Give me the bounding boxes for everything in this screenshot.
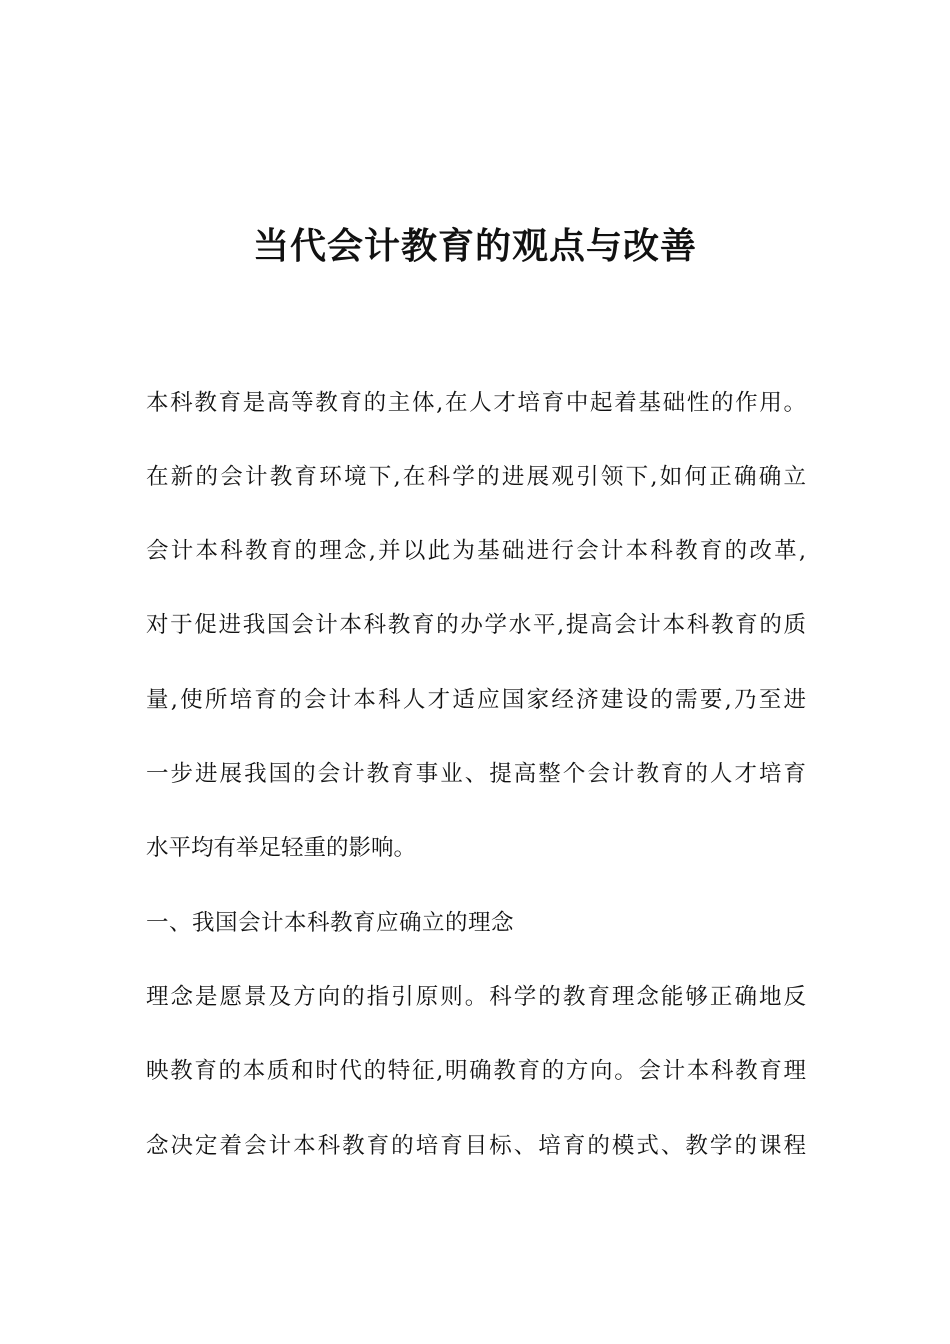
paragraph-line: 对于促进我国会计本科教育的办学水平,提高会计本科教育的质 [146, 612, 806, 638]
paragraph-line: 水平均有举足轻重的影响。 [146, 835, 417, 861]
paragraph-line: 量,使所培育的会计本科人才适应国家经济建设的需要,乃至进 [146, 687, 806, 713]
paragraph-line: 映教育的本质和时代的特征,明确教育的方向。会计本科教育理 [146, 1058, 806, 1084]
paragraph-line: 在新的会计教育环境下,在科学的进展观引领下,如何正确确立 [146, 464, 806, 490]
section-heading: 一、我国会计本科教育应确立的理念 [146, 910, 515, 936]
document-title: 当代会计教育的观点与改善 [252, 226, 697, 267]
paragraph-line: 念决定着会计本科教育的培育目标、培育的模式、教学的课程 [146, 1133, 806, 1159]
paragraph-line: 一步进展我国的会计教育事业、提高整个会计教育的人才培育 [146, 761, 806, 787]
paragraph-line: 本科教育是高等教育的主体,在人才培育中起着基础性的作用。 [146, 390, 806, 416]
paragraph-line: 会计本科教育的理念,并以此为基础进行会计本科教育的改革, [146, 538, 806, 564]
paragraph-line: 理念是愿景及方向的指引原则。科学的教育理念能够正确地反 [146, 984, 806, 1010]
